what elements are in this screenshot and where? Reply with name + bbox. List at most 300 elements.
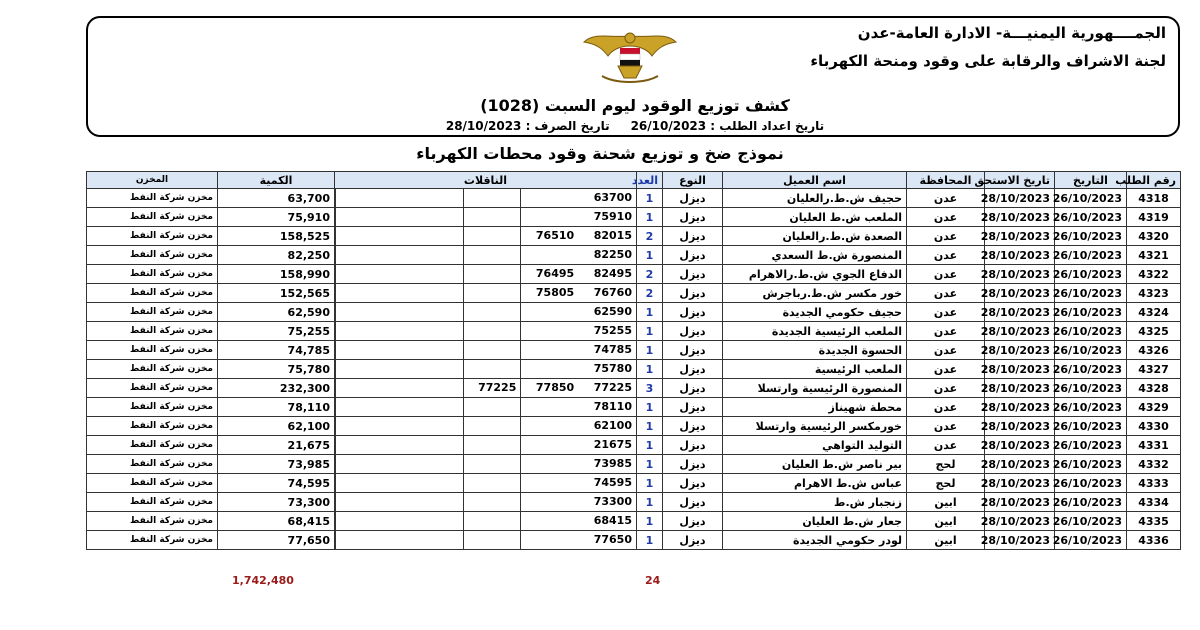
store-cell: مخزن شركة النفط xyxy=(87,436,218,455)
order-no-cell: 4323 xyxy=(1127,284,1181,303)
tanker-value: 82250 xyxy=(593,248,632,261)
order-no-cell: 4322 xyxy=(1127,265,1181,284)
type-cell: ديزل xyxy=(663,341,723,360)
tanker-value: 73300 xyxy=(593,495,632,508)
order-no-cell: 4333 xyxy=(1127,474,1181,493)
quantity-cell: 68,415 xyxy=(218,512,335,531)
table-row xyxy=(87,265,1181,284)
count-cell: 1 xyxy=(637,341,663,360)
client-cell: بير ناصر ش.ط العليان xyxy=(723,455,907,474)
client-cell: المنصورة الرئيسية وارتسلا xyxy=(723,379,907,398)
governorate-cell: عدن xyxy=(907,379,985,398)
store-cell: مخزن شركة النفط xyxy=(87,398,218,417)
quantity-cell: 158,990 xyxy=(218,265,335,284)
table-header-row xyxy=(87,172,1181,189)
count-cell: 1 xyxy=(637,455,663,474)
col-store: المخزن xyxy=(87,172,218,189)
store-cell: مخزن شركة النفط xyxy=(87,379,218,398)
store-cell: مخزن شركة النفط xyxy=(87,474,218,493)
store-cell: مخزن شركة النفط xyxy=(87,246,218,265)
count-cell: 1 xyxy=(637,474,663,493)
tanker-value xyxy=(463,303,521,321)
client-cell: خورمكسر الرئيسية وارتسلا xyxy=(723,417,907,436)
governorate-cell: عدن xyxy=(907,246,985,265)
order-no-cell: 4328 xyxy=(1127,379,1181,398)
due-date-cell: 28/10/2023 xyxy=(985,531,1055,550)
due-date-cell: 28/10/2023 xyxy=(985,417,1055,436)
tanker-value xyxy=(463,189,521,207)
type-cell: ديزل xyxy=(663,417,723,436)
count-cell: 2 xyxy=(637,265,663,284)
tanker-blank xyxy=(335,189,463,207)
count-cell: 1 xyxy=(637,398,663,417)
governorate-cell: عدن xyxy=(907,227,985,246)
table-row xyxy=(87,322,1181,341)
governorate-cell: ابين xyxy=(907,493,985,512)
tanker-blank xyxy=(335,474,463,492)
order-no-cell: 4320 xyxy=(1127,227,1181,246)
order-no-cell: 4321 xyxy=(1127,246,1181,265)
type-cell: ديزل xyxy=(663,189,723,208)
tanker-value xyxy=(463,284,521,302)
quantity-cell: 73,985 xyxy=(218,455,335,474)
governorate-cell: عدن xyxy=(907,417,985,436)
quantity-cell: 75,910 xyxy=(218,208,335,227)
client-cell: التوليد التواهي xyxy=(723,436,907,455)
date-cell: 26/10/2023 xyxy=(1055,474,1127,493)
client-cell: الصعدة ش.ط.رالعليان xyxy=(723,227,907,246)
due-date-cell: 28/10/2023 xyxy=(985,436,1055,455)
tanker-value xyxy=(463,493,521,511)
tanker-value xyxy=(463,208,521,226)
tanker-value xyxy=(520,474,578,492)
date-cell: 26/10/2023 xyxy=(1055,284,1127,303)
form-subtitle: نموذج ضخ و توزيع شحنة وقود محطات الكهرباء xyxy=(416,144,784,163)
tanker-value: 74785 xyxy=(593,343,632,356)
tanker-blank xyxy=(335,322,463,340)
order-no-cell: 4318 xyxy=(1127,189,1181,208)
count-cell: 2 xyxy=(637,227,663,246)
col-order-no: رقم الطلب xyxy=(1127,172,1181,189)
table-row xyxy=(87,303,1181,322)
tanker-value xyxy=(463,436,521,454)
date-cell: 26/10/2023 xyxy=(1055,208,1127,227)
tankers-cell xyxy=(335,246,637,265)
due-date-cell: 28/10/2023 xyxy=(985,360,1055,379)
quantity-cell: 78,110 xyxy=(218,398,335,417)
tanker-value xyxy=(520,341,578,359)
date-cell: 26/10/2023 xyxy=(1055,493,1127,512)
governorate-cell: عدن xyxy=(907,360,985,379)
tankers-cell xyxy=(335,360,637,379)
count-cell: 1 xyxy=(637,436,663,455)
governorate-cell: عدن xyxy=(907,436,985,455)
type-cell: ديزل xyxy=(663,455,723,474)
order-no-cell: 4336 xyxy=(1127,531,1181,550)
date-cell: 26/10/2023 xyxy=(1055,265,1127,284)
type-cell: ديزل xyxy=(663,493,723,512)
type-cell: ديزل xyxy=(663,360,723,379)
tankers-cell xyxy=(335,398,637,417)
tankers-cell xyxy=(335,512,637,531)
tankers-cell xyxy=(335,379,637,398)
count-cell: 1 xyxy=(637,246,663,265)
due-date-cell: 28/10/2023 xyxy=(985,322,1055,341)
type-cell: ديزل xyxy=(663,265,723,284)
tankers-cell xyxy=(335,208,637,227)
tanker-value xyxy=(520,246,578,264)
col-count: العدد xyxy=(637,172,663,189)
tankers-cell xyxy=(335,436,637,455)
tankers-cell xyxy=(335,189,637,208)
date-cell: 26/10/2023 xyxy=(1055,455,1127,474)
table-row xyxy=(87,208,1181,227)
quantity-cell: 21,675 xyxy=(218,436,335,455)
tanker-value xyxy=(463,531,521,549)
tanker-value: 62100 xyxy=(593,419,632,432)
count-cell: 1 xyxy=(637,531,663,550)
type-cell: ديزل xyxy=(663,531,723,550)
quantity-cell: 232,300 xyxy=(218,379,335,398)
table-row xyxy=(87,474,1181,493)
tanker-value xyxy=(520,512,578,530)
tanker-blank xyxy=(335,303,463,321)
tankers-cell xyxy=(335,303,637,322)
count-cell: 1 xyxy=(637,208,663,227)
tanker-blank xyxy=(335,379,463,397)
tanker-value xyxy=(463,398,521,416)
client-cell: حجيف حكومي الجديدة xyxy=(723,303,907,322)
date-cell: 26/10/2023 xyxy=(1055,341,1127,360)
tanker-blank xyxy=(335,531,463,549)
store-cell: مخزن شركة النفط xyxy=(87,360,218,379)
due-date-cell: 28/10/2023 xyxy=(985,341,1055,360)
quantity-cell: 152,565 xyxy=(218,284,335,303)
tanker-blank xyxy=(335,284,463,302)
tanker-blank xyxy=(335,455,463,473)
due-date-cell: 28/10/2023 xyxy=(985,189,1055,208)
distribution-table xyxy=(86,171,1181,550)
order-no-cell: 4335 xyxy=(1127,512,1181,531)
due-date-cell: 28/10/2023 xyxy=(985,474,1055,493)
type-cell: ديزل xyxy=(663,246,723,265)
client-cell: الملعب الرئيسية الجديدة xyxy=(723,322,907,341)
tankers-cell xyxy=(335,265,637,284)
tanker-value: 75780 xyxy=(593,362,632,375)
count-cell: 1 xyxy=(637,189,663,208)
store-cell: مخزن شركة النفط xyxy=(87,322,218,341)
tanker-value: 77850 xyxy=(520,379,578,397)
order-no-cell: 4327 xyxy=(1127,360,1181,379)
tanker-value xyxy=(520,493,578,511)
governorate-cell: ابين xyxy=(907,512,985,531)
due-date-cell: 28/10/2023 xyxy=(985,398,1055,417)
quantity-cell: 73,300 xyxy=(218,493,335,512)
tanker-value: 82495 xyxy=(593,267,632,280)
tanker-value xyxy=(520,455,578,473)
date-cell: 26/10/2023 xyxy=(1055,246,1127,265)
order-no-cell: 4331 xyxy=(1127,436,1181,455)
client-cell: لودر حكومي الجديدة xyxy=(723,531,907,550)
tanker-value: 63700 xyxy=(593,191,632,204)
table-row xyxy=(87,227,1181,246)
table-row xyxy=(87,417,1181,436)
tanker-value: 75910 xyxy=(593,210,632,223)
col-tankers: الناقلات xyxy=(335,172,637,189)
quantity-cell: 62,100 xyxy=(218,417,335,436)
tanker-value: 73985 xyxy=(593,457,632,470)
governorate-cell: لحج xyxy=(907,455,985,474)
date-cell: 26/10/2023 xyxy=(1055,417,1127,436)
governorate-cell: عدن xyxy=(907,322,985,341)
tankers-cell xyxy=(335,474,637,493)
client-cell: خور مكسر ش.ط.رباجرش xyxy=(723,284,907,303)
date-cell: 26/10/2023 xyxy=(1055,436,1127,455)
table-row xyxy=(87,360,1181,379)
tankers-cell xyxy=(335,322,637,341)
store-cell: مخزن شركة النفط xyxy=(87,284,218,303)
store-cell: مخزن شركة النفط xyxy=(87,208,218,227)
quantity-cell: 62,590 xyxy=(218,303,335,322)
client-cell: الدفاع الجوي ش.ط.رالاهرام xyxy=(723,265,907,284)
due-date-cell: 28/10/2023 xyxy=(985,455,1055,474)
order-no-cell: 4334 xyxy=(1127,493,1181,512)
type-cell: ديزل xyxy=(663,284,723,303)
store-cell: مخزن شركة النفط xyxy=(87,455,218,474)
tanker-blank xyxy=(335,265,463,283)
tankers-cell xyxy=(335,455,637,474)
client-cell: عباس ش.ط الاهرام xyxy=(723,474,907,493)
col-quantity: الكمية xyxy=(218,172,335,189)
quantity-cell: 75,255 xyxy=(218,322,335,341)
tanker-value xyxy=(463,417,521,435)
table-row xyxy=(87,436,1181,455)
type-cell: ديزل xyxy=(663,512,723,531)
client-cell: الملعب الرئيسية xyxy=(723,360,907,379)
type-cell: ديزل xyxy=(663,322,723,341)
tankers-cell xyxy=(335,341,637,360)
due-date-cell: 28/10/2023 xyxy=(985,512,1055,531)
table-row xyxy=(87,455,1181,474)
due-date-cell: 28/10/2023 xyxy=(985,303,1055,322)
count-cell: 2 xyxy=(637,284,663,303)
tanker-blank xyxy=(335,436,463,454)
tanker-value xyxy=(463,227,521,245)
client-cell: المنصورة ش.ط السعدي xyxy=(723,246,907,265)
table-row xyxy=(87,531,1181,550)
order-no-cell: 4330 xyxy=(1127,417,1181,436)
tanker-value: 76510 xyxy=(520,227,578,245)
order-no-cell: 4319 xyxy=(1127,208,1181,227)
tanker-blank xyxy=(335,360,463,378)
client-cell: الملعب ش.ط العليان xyxy=(723,208,907,227)
table-row xyxy=(87,246,1181,265)
tankers-cell xyxy=(335,417,637,436)
count-cell: 3 xyxy=(637,379,663,398)
due-date-cell: 28/10/2023 xyxy=(985,493,1055,512)
tanker-value: 78110 xyxy=(593,400,632,413)
tanker-blank xyxy=(335,341,463,359)
tanker-value: 77225 xyxy=(593,381,632,394)
tanker-value: 77650 xyxy=(593,533,632,546)
table-row xyxy=(87,341,1181,360)
quantity-cell: 74,595 xyxy=(218,474,335,493)
tanker-blank xyxy=(335,417,463,435)
store-cell: مخزن شركة النفط xyxy=(87,417,218,436)
tanker-blank xyxy=(335,398,463,416)
tanker-value xyxy=(463,341,521,359)
governorate-cell: عدن xyxy=(907,265,985,284)
date-cell: 26/10/2023 xyxy=(1055,189,1127,208)
yemen-eagle-emblem-icon xyxy=(580,28,680,88)
date-cell: 26/10/2023 xyxy=(1055,322,1127,341)
governorate-cell: عدن xyxy=(907,341,985,360)
order-no-cell: 4329 xyxy=(1127,398,1181,417)
table-row xyxy=(87,398,1181,417)
col-due-date: تاريخ الاستحق xyxy=(985,172,1055,189)
store-cell: مخزن شركة النفط xyxy=(87,227,218,246)
tanker-value: 75805 xyxy=(520,284,578,302)
governorate-cell: عدن xyxy=(907,189,985,208)
type-cell: ديزل xyxy=(663,379,723,398)
store-cell: مخزن شركة النفط xyxy=(87,303,218,322)
governorate-cell: ابين xyxy=(907,531,985,550)
date-cell: 26/10/2023 xyxy=(1055,379,1127,398)
count-cell: 1 xyxy=(637,322,663,341)
store-cell: مخزن شركة النفط xyxy=(87,531,218,550)
tanker-blank xyxy=(335,493,463,511)
tanker-value: 68415 xyxy=(593,514,632,527)
tanker-value: 62590 xyxy=(593,305,632,318)
count-cell: 1 xyxy=(637,303,663,322)
tanker-blank xyxy=(335,208,463,226)
tanker-value xyxy=(463,246,521,264)
type-cell: ديزل xyxy=(663,227,723,246)
tankers-cell xyxy=(335,227,637,246)
tanker-blank xyxy=(335,227,463,245)
count-cell: 1 xyxy=(637,360,663,379)
col-date: التاريخ xyxy=(1055,172,1127,189)
table-row xyxy=(87,189,1181,208)
type-cell: ديزل xyxy=(663,398,723,417)
governorate-cell: عدن xyxy=(907,398,985,417)
org-line-1: الجمــــهورية اليمنيـــة- الادارة العامة-عدن xyxy=(857,24,1166,42)
due-date-cell: 28/10/2023 xyxy=(985,246,1055,265)
store-cell: مخزن شركة النفط xyxy=(87,189,218,208)
date-cell: 26/10/2023 xyxy=(1055,227,1127,246)
quantity-cell: 82,250 xyxy=(218,246,335,265)
tanker-value: 75255 xyxy=(593,324,632,337)
tanker-blank xyxy=(335,512,463,530)
store-cell: مخزن شركة النفط xyxy=(87,265,218,284)
type-cell: ديزل xyxy=(663,474,723,493)
count-cell: 1 xyxy=(637,417,663,436)
due-date-cell: 28/10/2023 xyxy=(985,227,1055,246)
due-date-cell: 28/10/2023 xyxy=(985,379,1055,398)
governorate-cell: عدن xyxy=(907,284,985,303)
tanker-value xyxy=(520,417,578,435)
client-cell: جعار ش.ط العليان xyxy=(723,512,907,531)
due-date-cell: 28/10/2023 xyxy=(985,265,1055,284)
total-quantity: 1,742,480 xyxy=(232,574,294,587)
table-row xyxy=(87,284,1181,303)
tanker-value xyxy=(520,303,578,321)
governorate-cell: عدن xyxy=(907,208,985,227)
date-cell: 26/10/2023 xyxy=(1055,360,1127,379)
order-no-cell: 4325 xyxy=(1127,322,1181,341)
tanker-value: 76760 xyxy=(593,286,632,299)
table-row xyxy=(87,493,1181,512)
quantity-cell: 158,525 xyxy=(218,227,335,246)
store-cell: مخزن شركة النفط xyxy=(87,341,218,360)
tankers-cell xyxy=(335,493,637,512)
order-no-cell: 4332 xyxy=(1127,455,1181,474)
tanker-value xyxy=(520,189,578,207)
tanker-value xyxy=(520,360,578,378)
total-count: 24 xyxy=(645,574,661,587)
type-cell: ديزل xyxy=(663,208,723,227)
store-cell: مخزن شركة النفط xyxy=(87,512,218,531)
col-governorate: المحافظة xyxy=(907,172,985,189)
tanker-value xyxy=(463,360,521,378)
governorate-cell: لحج xyxy=(907,474,985,493)
table-row xyxy=(87,512,1181,531)
quantity-cell: 74,785 xyxy=(218,341,335,360)
due-date-cell: 28/10/2023 xyxy=(985,208,1055,227)
org-line-2: لجنة الاشراف والرقابة على وقود ومنحة الكهرباء xyxy=(810,52,1166,70)
date-cell: 26/10/2023 xyxy=(1055,512,1127,531)
tanker-value: 82015 xyxy=(593,229,632,242)
tanker-value xyxy=(463,455,521,473)
order-no-cell: 4326 xyxy=(1127,341,1181,360)
date-cell: 26/10/2023 xyxy=(1055,531,1127,550)
client-cell: زنجبار ش.ط xyxy=(723,493,907,512)
governorate-cell: عدن xyxy=(907,303,985,322)
date-cell: 26/10/2023 xyxy=(1055,398,1127,417)
quantity-cell: 75,780 xyxy=(218,360,335,379)
tanker-value xyxy=(520,322,578,340)
count-cell: 1 xyxy=(637,512,663,531)
dates-line: تاريخ اعداد الطلب : 26/10/2023 تاريخ الصرف : 28/10/2023 xyxy=(445,119,825,133)
tanker-value xyxy=(520,531,578,549)
store-cell: مخزن شركة النفط xyxy=(87,493,218,512)
tankers-cell xyxy=(335,284,637,303)
tanker-value: 77225 xyxy=(463,379,521,397)
client-cell: محطة شهيناز xyxy=(723,398,907,417)
tanker-value xyxy=(520,398,578,416)
quantity-cell: 63,700 xyxy=(218,189,335,208)
due-date-cell: 28/10/2023 xyxy=(985,284,1055,303)
tanker-value xyxy=(463,322,521,340)
tanker-value xyxy=(463,474,521,492)
tanker-value: 76495 xyxy=(520,265,578,283)
tanker-value xyxy=(520,208,578,226)
document-title: كشف توزيع الوقود ليوم السبت (1028) xyxy=(480,96,790,115)
document-header xyxy=(86,16,1180,137)
count-cell: 1 xyxy=(637,493,663,512)
type-cell: ديزل xyxy=(663,436,723,455)
tanker-value xyxy=(463,265,521,283)
tanker-value xyxy=(463,512,521,530)
client-cell: الحسوة الجديدة xyxy=(723,341,907,360)
tanker-value xyxy=(520,436,578,454)
col-client: اسم العميل xyxy=(723,172,907,189)
quantity-cell: 77,650 xyxy=(218,531,335,550)
tanker-value: 21675 xyxy=(593,438,632,451)
order-no-cell: 4324 xyxy=(1127,303,1181,322)
tanker-blank xyxy=(335,246,463,264)
client-cell: حجيف ش.ط.رالعليان xyxy=(723,189,907,208)
